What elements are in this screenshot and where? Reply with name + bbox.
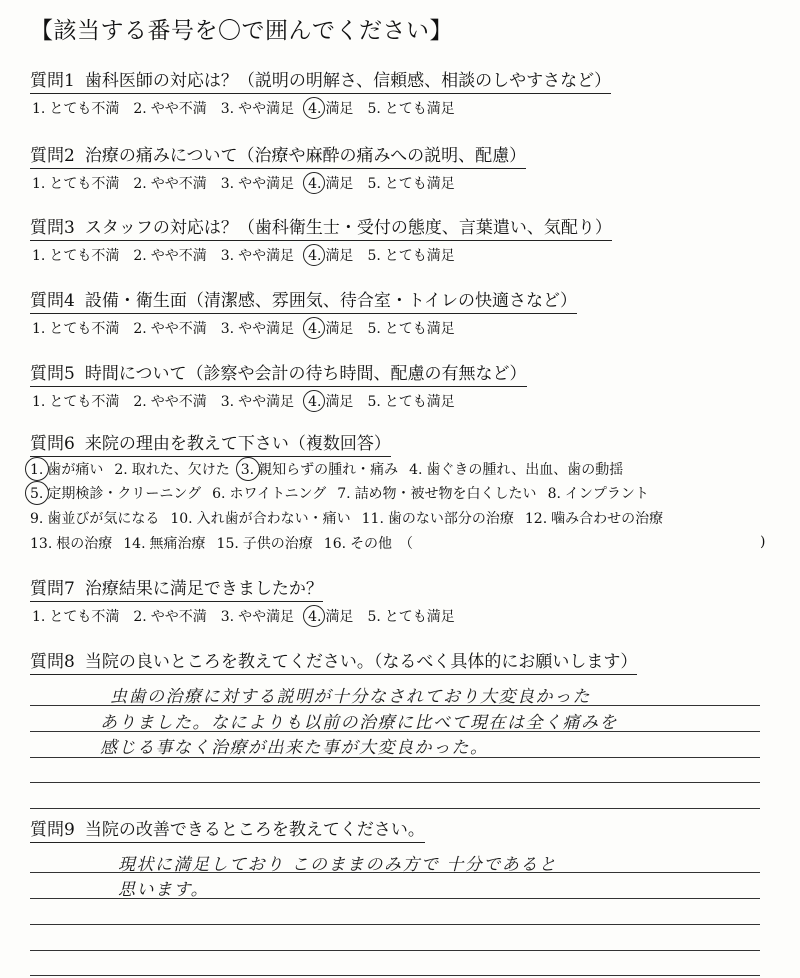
option-number: 7. [337,486,351,502]
answer-line [30,975,760,976]
option-label: やや不満 [150,101,207,117]
reason-option-16[interactable] [324,534,413,554]
option-label: 噛み合わせの治療 [551,511,664,527]
rating-options [32,247,469,265]
rating-option-5[interactable] [367,320,454,338]
option-label: とても満足 [384,176,455,192]
option-label: やや不満 [150,394,207,410]
question-number: 質問1 [30,71,75,91]
option-number: 2. [133,248,147,264]
question-text: 来院の理由を教えて下さい（複数回答） [84,434,391,454]
reason-option-8[interactable] [548,484,649,504]
rating-options [32,175,469,193]
option-number: 1. [32,321,46,337]
rating-option-1[interactable] [32,247,119,265]
option-label: とても満足 [384,321,455,337]
option-number: 4. [308,394,322,410]
option-number: 2. [133,394,147,410]
option-label: 満足 [325,394,354,410]
rating-option-2[interactable] [133,608,206,626]
option-number: 5. [367,394,381,410]
option-number: 11. [361,511,384,527]
option-label: 満足 [325,248,354,264]
option-number: 1. [32,101,46,117]
reason-option-1[interactable] [30,460,103,480]
reason-option-13[interactable] [30,534,112,554]
rating-option-2[interactable] [133,100,206,118]
rating-options [32,100,469,118]
question-title [30,70,611,94]
instruction-header: 【該当する番号を〇で囲んでください】 [30,18,453,44]
option-label: 詰め物・被せ物を白くしたい [354,486,537,502]
question-text: 治療結果に満足できましたか？ [84,579,323,599]
question-number: 質問3 [30,218,75,238]
option-label: 満足 [325,321,354,337]
rating-option-5[interactable] [367,393,454,411]
question-number: 質問7 [30,579,75,599]
option-number: 13. [30,536,53,552]
reason-option-3[interactable] [241,460,398,480]
question-text: 当院の改善できるところを教えてください。 [84,820,425,840]
rating-option-2[interactable] [133,393,206,411]
option-number: 3. [220,101,235,117]
option-label: 歯並びが気になる [47,511,160,527]
handwritten-answer: 思います。 [118,880,210,900]
option-label: とても満足 [384,609,455,625]
reason-option-9[interactable] [30,509,159,529]
question-title [30,217,612,241]
option-number: 16. [323,536,347,552]
option-number: 1. [30,462,44,478]
question-number: 質問9 [30,820,75,840]
option-label: 親知らずの腫れ・痛み [258,462,399,478]
question-text: 設備・衛生面（清潔感、雰囲気、待合室・トイレの快適さなど） [84,291,577,311]
question-title [30,145,526,169]
rating-option-2[interactable] [133,320,206,338]
option-number: 5. [367,609,381,625]
option-number: 4. [308,321,322,337]
reason-option-2[interactable] [114,460,229,480]
reason-row [30,534,424,554]
question-text: 歯科医師の対応は？（説明の明解さ、信頼感、相談のしやすさなど） [84,71,612,91]
rating-option-4[interactable] [308,247,353,265]
option-number: 6. [212,486,226,502]
option-label: 無痛治療 [149,536,206,552]
option-label: 満足 [325,609,354,625]
option-number: 5. [367,101,381,117]
option-number: 3. [220,321,235,337]
answer-line [30,924,760,925]
option-number: 2. [133,176,147,192]
option-label: ホワイトニング [229,486,327,502]
option-number: 5. [367,176,381,192]
reason-option-12[interactable] [525,509,663,529]
option-number: 4. [308,248,322,264]
option-number: 2. [133,609,147,625]
option-number: 3. [220,609,235,625]
option-label: やや満足 [238,101,295,117]
option-label: とても満足 [384,101,455,117]
reason-row [30,460,634,480]
option-number: 14. [123,536,146,552]
question-number: 質問2 [30,146,75,166]
question-text: 治療の痛みについて（治療や麻酔の痛みへの説明、配慮） [84,146,527,166]
reason-option-11[interactable] [362,509,514,529]
rating-option-3[interactable] [221,175,294,193]
option-label: やや不満 [150,609,207,625]
reason-option-14[interactable] [123,534,205,554]
reason-option-5[interactable] [30,484,201,504]
other-paren-close: ) [760,534,766,550]
option-label: とても不満 [49,248,120,264]
question-number: 質問6 [30,434,75,454]
reason-option-6[interactable] [212,484,326,504]
handwritten-answer: ありました。なによりも以前の治療に比べて現在は全く痛みを [100,713,618,733]
rating-option-5[interactable] [367,247,454,265]
option-label: やや不満 [150,176,207,192]
option-number: 2. [133,321,147,337]
option-number: 4. [409,462,423,478]
option-label: 歯ぐきの腫れ、出血、歯の動揺 [426,462,624,478]
option-number: 3. [220,394,235,410]
option-label: とても不満 [49,101,120,117]
reason-option-4[interactable] [409,460,623,480]
question-text: スタッフの対応は？（歯科衛生士・受付の態度、言葉遣い、気配り） [84,218,612,238]
question-title [30,363,527,387]
handwritten-answer: 虫歯の治療に対する説明が十分なされており大変良かった [110,687,591,707]
rating-option-4[interactable] [308,100,353,118]
option-number: 1. [32,176,46,192]
reason-option-15[interactable] [217,534,313,554]
option-number: 3. [220,176,235,192]
answer-line [30,808,760,809]
option-label: やや満足 [238,321,295,337]
option-label: やや不満 [150,248,207,264]
option-number: 1. [32,394,46,410]
option-label: やや不満 [150,321,207,337]
question-title [30,578,323,602]
rating-option-5[interactable] [367,100,454,118]
question-title [30,433,391,457]
rating-option-4[interactable] [308,608,353,626]
handwritten-answer: 現状に満足しており このままのみ方で 十分であると [118,855,558,875]
option-number: 5. [30,486,44,502]
rating-options [32,393,469,411]
rating-option-1[interactable] [32,608,119,626]
option-label: 根の治療 [56,536,113,552]
rating-option-5[interactable] [367,175,454,193]
rating-option-5[interactable] [367,608,454,626]
rating-option-3[interactable] [221,608,294,626]
option-number: 9. [30,511,44,527]
option-label: やや満足 [238,248,295,264]
option-label: 歯のない部分の治療 [387,511,514,527]
rating-option-2[interactable] [133,175,206,193]
option-number: 3. [220,248,235,264]
rating-option-3[interactable] [221,247,294,265]
option-label: その他 （ [350,536,414,552]
question-text: 当院の良いところを教えてください。（なるべく具体的にお願いします） [84,652,638,672]
option-number: 12. [524,511,548,527]
option-label: 定期検診・クリーニング [47,486,202,502]
rating-option-1[interactable] [32,393,119,411]
answer-line [30,950,760,951]
question-text: 時間について（診察や会計の待ち時間、配慮の有無など） [84,364,527,384]
option-number: 8. [547,486,561,502]
rating-option-1[interactable] [32,100,119,118]
option-number: 1. [32,248,46,264]
option-number: 5. [367,248,381,264]
option-number: 4. [308,176,322,192]
option-label: とても不満 [49,176,120,192]
option-number: 10. [170,511,193,527]
reason-option-10[interactable] [170,509,350,529]
option-label: とても不満 [49,609,120,625]
question-title [30,651,637,675]
rating-option-4[interactable] [308,175,353,193]
rating-option-1[interactable] [32,320,119,338]
rating-option-4[interactable] [308,320,353,338]
option-number: 2. [133,101,147,117]
option-label: 満足 [325,176,354,192]
rating-option-3[interactable] [221,393,294,411]
option-label: インプラント [564,486,649,502]
option-number: 3. [240,462,255,478]
option-label: 入れ歯が合わない・痛い [196,511,351,527]
handwritten-answer: 感じる事なく治療が出来た事が大変良かった。 [100,738,489,758]
rating-options [32,608,469,626]
question-number: 質問4 [30,291,75,311]
rating-option-4[interactable] [308,393,353,411]
option-label: やや満足 [238,609,295,625]
option-number: 15. [216,536,239,552]
reason-option-7[interactable] [337,484,536,504]
option-label: 満足 [325,101,354,117]
rating-option-3[interactable] [221,320,294,338]
option-label: やや満足 [238,176,295,192]
option-label: とても満足 [384,248,455,264]
option-number: 5. [367,321,381,337]
rating-option-1[interactable] [32,175,119,193]
rating-options [32,320,469,338]
option-label: 歯が痛い [47,462,104,478]
question-number: 質問8 [30,652,75,672]
option-label: とても満足 [384,394,455,410]
rating-option-3[interactable] [221,100,294,118]
option-label: 子供の治療 [242,536,313,552]
question-title [30,819,425,843]
question-number: 質問5 [30,364,75,384]
question-title [30,290,577,314]
option-number: 2. [114,462,128,478]
option-label: とても不満 [49,321,120,337]
option-label: 取れた、欠けた [131,462,230,478]
rating-option-2[interactable] [133,247,206,265]
option-number: 4. [308,609,322,625]
option-label: とても不満 [49,394,120,410]
option-number: 1. [32,609,46,625]
option-label: やや満足 [238,394,295,410]
option-number: 4. [308,101,322,117]
reason-row [30,484,660,504]
answer-line [30,782,760,783]
reason-row [30,509,674,529]
